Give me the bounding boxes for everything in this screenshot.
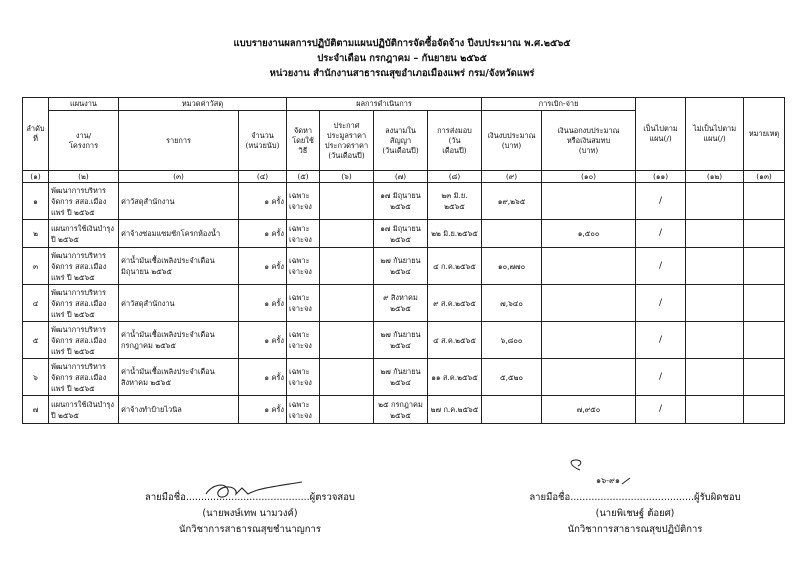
row-number: ๑ bbox=[23, 183, 49, 220]
plan-cell: พัฒนาการบริหาร จัดการ สสอ.เมือง แพร่ ปี ๒๕๖๕ bbox=[49, 248, 119, 285]
signer-name-right: (นายพิเชษฐ์ ต้อยศ) bbox=[595, 508, 675, 519]
signature-block-left bbox=[120, 490, 380, 538]
table-row bbox=[23, 183, 785, 220]
row-number: ๕ bbox=[23, 322, 49, 359]
not-per-plan-check bbox=[686, 285, 744, 322]
signature-line-right: ลายมือชื่อ.........................................ผู้รับผิดชอบ bbox=[529, 492, 741, 503]
item-cell: ค่าวัสดุสำนักงาน bbox=[119, 183, 239, 220]
announce-cell bbox=[320, 359, 374, 396]
contract-cell: ๒๕ กรกฎาคม ๒๕๖๕ bbox=[374, 396, 428, 424]
offbudget-cell bbox=[542, 183, 636, 220]
col-contract-header: ลงนามใน สัญญา (วันเดือนปี) bbox=[374, 111, 428, 171]
not-per-plan-check bbox=[686, 396, 744, 424]
per-plan-check: / bbox=[636, 248, 686, 285]
contract-cell: ๒๗ กันยายน ๒๕๖๔ bbox=[374, 248, 428, 285]
col-remarks-header: หมายเหตุ bbox=[744, 98, 785, 171]
plan-cell: แผนการใช้เงินบำรุง ปี ๒๕๖๕ bbox=[49, 220, 119, 248]
remarks-cell bbox=[744, 248, 785, 285]
delivery-cell: ๒๓ มิ.ย. ๒๕๖๕ bbox=[428, 183, 482, 220]
col-budget-header: เงินงบประมาณ (บาท) bbox=[482, 111, 542, 171]
signature-block-right bbox=[500, 490, 770, 538]
budget-cell: ๖,๘๐๐ bbox=[482, 322, 542, 359]
offbudget-cell: ๗,๙๕๐ bbox=[542, 396, 636, 424]
contract-cell: ๑๗ มิถุนายน ๒๕๖๕ bbox=[374, 183, 428, 220]
report-agency: หน่วยงาน สำนักงานสาธารณสุขอำเภอเมืองแพร่ กรม/จังหวัดแพร่ bbox=[269, 68, 535, 79]
report-title: แบบรายงานผลการปฏิบัติตามแผนปฏิบัติการจัดซื้อจัดจ้าง ปีงบประมาณ พ.ศ.๒๕๖๕ bbox=[233, 38, 571, 49]
procurement-report-table bbox=[22, 97, 785, 424]
plan-cell: พัฒนาการบริหาร จัดการ สสอ.เมือง แพร่ ปี ๒๕๖๕ bbox=[49, 359, 119, 396]
qty-cell: ๑ ครั้ง bbox=[239, 248, 287, 285]
announce-cell bbox=[320, 285, 374, 322]
column-number-cell: (๑๑) bbox=[636, 171, 686, 183]
qty-cell: ๑ ครั้ง bbox=[239, 183, 287, 220]
column-number-cell: (๖) bbox=[320, 171, 374, 183]
qty-cell: ๑ ครั้ง bbox=[239, 220, 287, 248]
method-cell: เฉพาะ เจาะจง bbox=[287, 396, 320, 424]
report-period: ประจำเดือน กรกฎาคม – กันยายน ๒๕๖๕ bbox=[317, 53, 487, 64]
contract-cell: ๒๗ กันยายน ๒๕๖๔ bbox=[374, 322, 428, 359]
item-cell: ค่าน้ำมันเชื้อเพลิงประจำเดือน สิงหาคม ๒๕๖๕ bbox=[119, 359, 239, 396]
remarks-cell bbox=[744, 322, 785, 359]
handwritten-note-right: ๑๖-๙๑ bbox=[596, 476, 620, 485]
remarks-cell bbox=[744, 220, 785, 248]
remarks-cell bbox=[744, 396, 785, 424]
delivery-cell: ๑๑ ส.ค.๒๕๖๕ bbox=[428, 359, 482, 396]
col-seq-header: ลำดับที่ bbox=[23, 98, 49, 171]
col-category-group-header: หมวดค่าวัสดุ bbox=[119, 98, 287, 111]
column-number-cell: (๕) bbox=[287, 171, 320, 183]
announce-cell bbox=[320, 220, 374, 248]
budget-cell: ๗,๖๔๐ bbox=[482, 285, 542, 322]
remarks-cell bbox=[744, 285, 785, 322]
offbudget-cell bbox=[542, 285, 636, 322]
column-number-cell: (๘) bbox=[428, 171, 482, 183]
per-plan-check: / bbox=[636, 359, 686, 396]
signer-position-left: นักวิชาการสาธารณสุขชำนาญการ bbox=[179, 524, 321, 535]
col-plan-header: งาน/ โครงการ bbox=[49, 111, 119, 171]
qty-cell: ๑ ครั้ง bbox=[239, 396, 287, 424]
signer-name-left: (นายพงษ์เทพ นามวงค์) bbox=[202, 508, 298, 519]
table-row bbox=[23, 285, 785, 322]
budget-cell: ๑๙,๒๖๕ bbox=[482, 183, 542, 220]
delivery-cell: ๔ ส.ค.๒๕๖๕ bbox=[428, 322, 482, 359]
not-per-plan-check bbox=[686, 220, 744, 248]
not-per-plan-check bbox=[686, 183, 744, 220]
offbudget-cell bbox=[542, 248, 636, 285]
col-delivery-header: การส่งมอบ (วัน เดือนปี) bbox=[428, 111, 482, 171]
plan-cell: พัฒนาการบริหาร จัดการ สสอ.เมือง แพร่ ปี ๒๕๖๕ bbox=[49, 322, 119, 359]
remarks-cell bbox=[744, 183, 785, 220]
delivery-cell: ๔ ก.ค.๒๕๖๕ bbox=[428, 248, 482, 285]
col-item-header: รายการ bbox=[119, 111, 239, 171]
column-number-cell: (๔) bbox=[239, 171, 287, 183]
budget-cell bbox=[482, 220, 542, 248]
method-cell: เฉพาะ เจาะจง bbox=[287, 285, 320, 322]
budget-cell: ๑๐,๗๗๐ bbox=[482, 248, 542, 285]
column-number-cell: (๗) bbox=[374, 171, 428, 183]
offbudget-cell: ๑,๕๐๐ bbox=[542, 220, 636, 248]
item-cell: ค่าน้ำมันเชื้อเพลิงประจำเดือน กรกฎาคม ๒๕๖๕ bbox=[119, 322, 239, 359]
column-number-cell: (๑๐) bbox=[542, 171, 636, 183]
row-number: ๒ bbox=[23, 220, 49, 248]
per-plan-check: / bbox=[636, 396, 686, 424]
table-row bbox=[23, 359, 785, 396]
col-plan-group-header: แผนงาน bbox=[49, 98, 119, 111]
item-cell: ค่าวัสดุสำนักงาน bbox=[119, 285, 239, 322]
column-number-cell: (๑) bbox=[23, 171, 49, 183]
offbudget-cell bbox=[542, 359, 636, 396]
per-plan-check: / bbox=[636, 220, 686, 248]
not-per-plan-check bbox=[686, 359, 744, 396]
report-titles bbox=[0, 36, 804, 81]
col-offbudget-header: เงินนอกงบประมาณ หรือเงินสมทบ (บาท) bbox=[542, 111, 636, 171]
per-plan-check: / bbox=[636, 322, 686, 359]
column-number-cell: (๓) bbox=[119, 171, 239, 183]
plan-cell: แผนการใช้เงินบำรุง ปี ๒๕๖๕ bbox=[49, 396, 119, 424]
per-plan-check: / bbox=[636, 183, 686, 220]
column-number-cell: (๑๒) bbox=[686, 171, 744, 183]
column-number-cell: (๙) bbox=[482, 171, 542, 183]
delivery-cell: ๒๗ ก.ค.๒๕๖๕ bbox=[428, 396, 482, 424]
item-cell: ค่าจ้างทำป้ายไวนิล bbox=[119, 396, 239, 424]
budget-cell: ๕,๕๒๐ bbox=[482, 359, 542, 396]
col-per-plan-header: เป็นไปตาม แผน(/) bbox=[636, 98, 686, 171]
plan-cell: พัฒนาการบริหาร จัดการ สสอ.เมือง แพร่ ปี ๒๕๖๕ bbox=[49, 285, 119, 322]
table-row bbox=[23, 322, 785, 359]
row-number: ๗ bbox=[23, 396, 49, 424]
contract-cell: ๙ สิงหาคม ๒๕๖๕ bbox=[374, 285, 428, 322]
remarks-cell bbox=[744, 359, 785, 396]
row-number: ๖ bbox=[23, 359, 49, 396]
not-per-plan-check bbox=[686, 248, 744, 285]
column-number-row bbox=[23, 171, 785, 183]
plan-cell: พัฒนาการบริหาร จัดการ สสอ.เมือง แพร่ ปี ๒๕๖๕ bbox=[49, 183, 119, 220]
item-cell: ค่าน้ำมันเชื้อเพลิงประจำเดือน มิถุนายน ๒๕๖๕ bbox=[119, 248, 239, 285]
qty-cell: ๑ ครั้ง bbox=[239, 359, 287, 396]
method-cell: เฉพาะ เจาะจง bbox=[287, 359, 320, 396]
signature-line-left: ลายมือชื่อ.........................................ผู้ตรวจสอบ bbox=[145, 492, 355, 503]
column-number-cell: (๒) bbox=[49, 171, 119, 183]
col-announce-header: ประกาศ ประมูลราคา ประกวดราคา (วันเดือนปี) bbox=[320, 111, 374, 171]
col-result-group-header: ผลการดำเนินการ bbox=[287, 98, 482, 111]
method-cell: เฉพาะ เจาะจง bbox=[287, 248, 320, 285]
table-row bbox=[23, 220, 785, 248]
per-plan-check: / bbox=[636, 285, 686, 322]
offbudget-cell bbox=[542, 322, 636, 359]
table-row bbox=[23, 396, 785, 424]
method-cell: เฉพาะ เจาะจง bbox=[287, 220, 320, 248]
method-cell: เฉพาะ เจาะจง bbox=[287, 322, 320, 359]
col-qty-header: จำนวน (หน่วยนับ) bbox=[239, 111, 287, 171]
col-not-per-plan-header: ไม่เป็นไปตาม แผน(/) bbox=[686, 98, 744, 171]
qty-cell: ๑ ครั้ง bbox=[239, 285, 287, 322]
qty-cell: ๑ ครั้ง bbox=[239, 322, 287, 359]
announce-cell bbox=[320, 248, 374, 285]
announce-cell bbox=[320, 322, 374, 359]
delivery-cell: ๒๒ มิ.ย.๒๕๖๕ bbox=[428, 220, 482, 248]
budget-cell bbox=[482, 396, 542, 424]
delivery-cell: ๙ ส.ค.๒๕๖๕ bbox=[428, 285, 482, 322]
signer-position-right: นักวิชาการสาธารณสุขปฏิบัติการ bbox=[567, 524, 703, 535]
contract-cell: ๑๗ มิถุนายน ๒๕๖๕ bbox=[374, 220, 428, 248]
item-cell: ค่าจ้างซ่อมแซมชักโครกห้องน้ำ bbox=[119, 220, 239, 248]
announce-cell bbox=[320, 183, 374, 220]
contract-cell: ๒๗ กันยายน ๒๕๖๔ bbox=[374, 359, 428, 396]
column-number-cell: (๑๓) bbox=[744, 171, 785, 183]
table-row bbox=[23, 248, 785, 285]
col-method-header: จัดหา โดยใช้ วิธี bbox=[287, 111, 320, 171]
row-number: ๔ bbox=[23, 285, 49, 322]
method-cell: เฉพาะ เจาะจง bbox=[287, 183, 320, 220]
col-payment-group-header: การเบิก-จ่าย bbox=[482, 98, 636, 111]
announce-cell bbox=[320, 396, 374, 424]
row-number: ๓ bbox=[23, 248, 49, 285]
not-per-plan-check bbox=[686, 322, 744, 359]
